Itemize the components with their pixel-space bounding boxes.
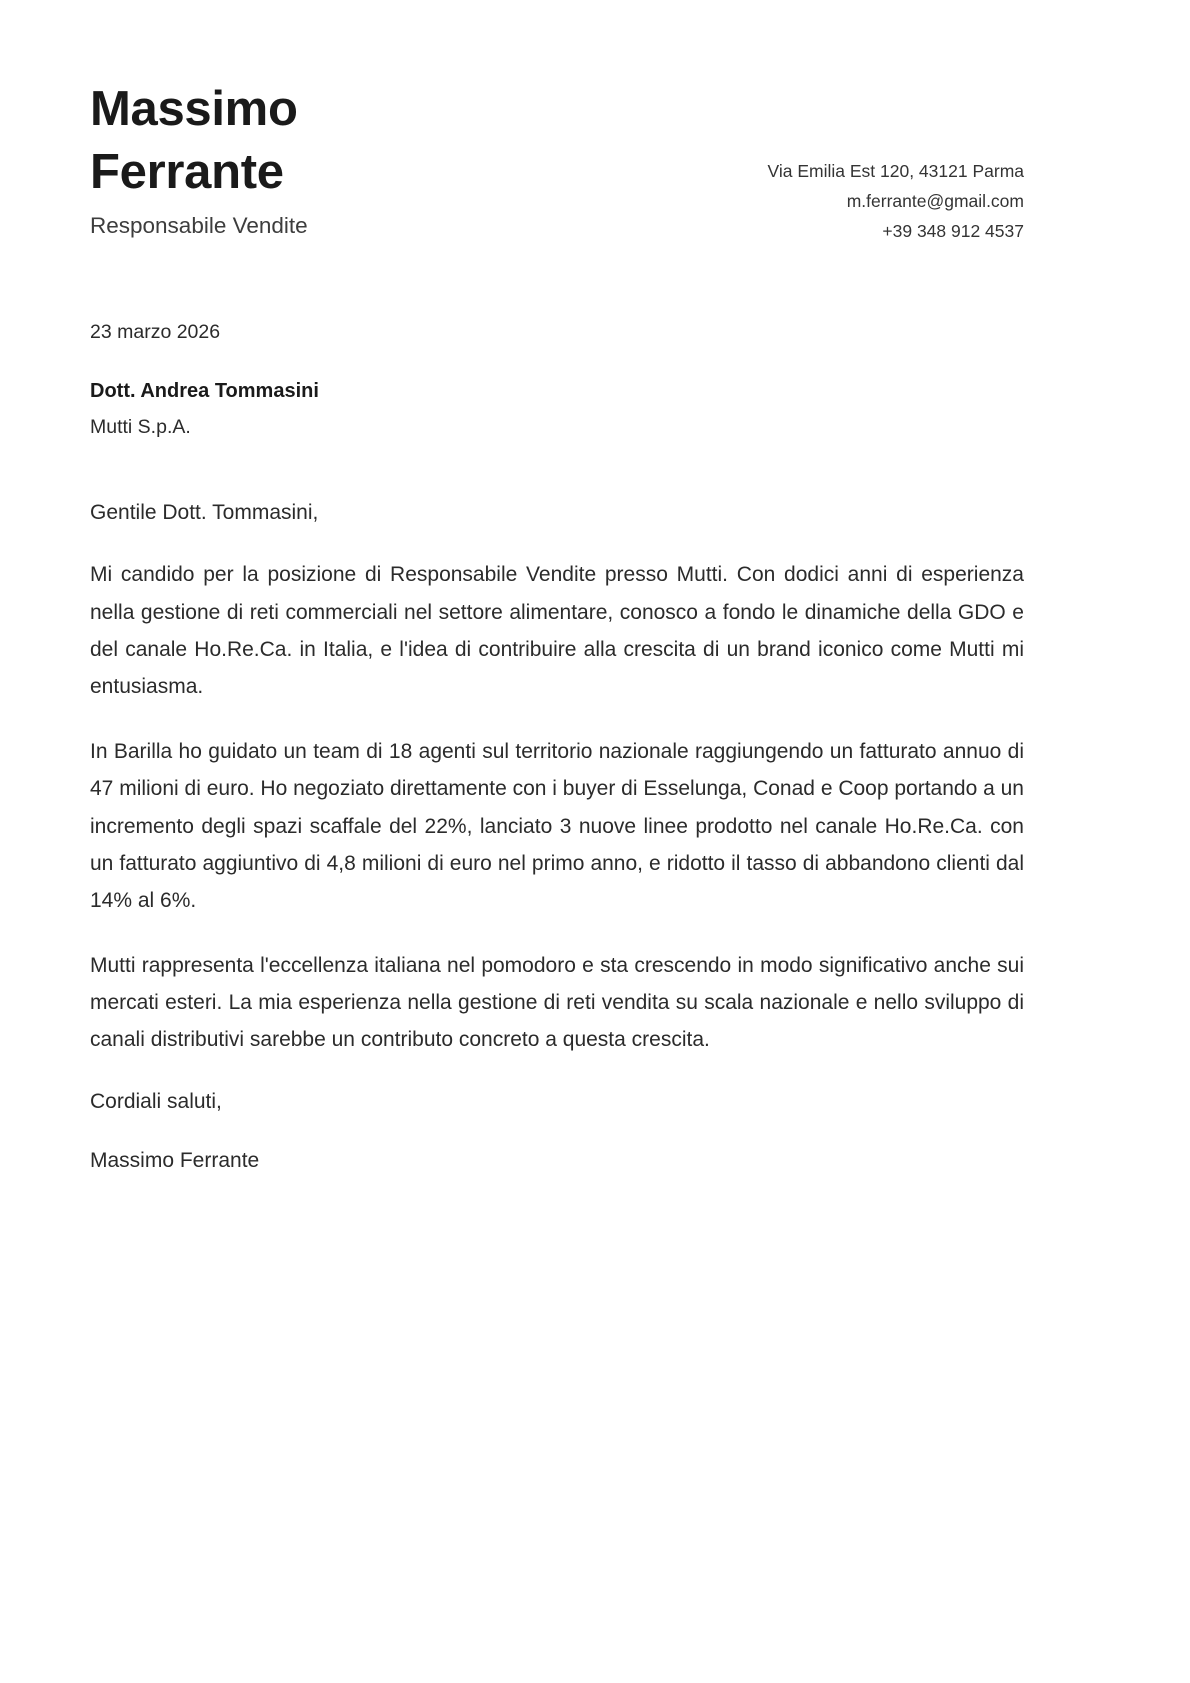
letter-header [90,78,1024,246]
contact-address: Via Emilia Est 120, 43121 Parma [767,161,1024,181]
sender-first-name: Massimo [90,82,298,136]
contact-email: m.ferrante@gmail.com [846,191,1024,212]
contact-block [768,78,1024,246]
recipient-block [90,377,1024,441]
letter-paragraph-2: In Barilla ho guidato un team di 18 agenti sul territorio nazionale raggiungendo un fatturato annuo di 47 milioni di euro. Ho negoziato direttamente con i buyer di Esselunga, Conad e Coop portando a un incremento degli spazi scaffale del 22%, lanciato 3 nuove linee prodotto nel canale Ho.Re.Ca. con un fatturato aggiuntivo di 4,8 milioni di euro nel primo anno, e ridotto il tasso di abbandono clienti dal 14% al 6%. [90,739,1024,913]
letter-body [90,497,1024,1177]
recipient-name: Dott. Andrea Tommasini [90,379,319,402]
letter-date: 23 marzo 2026 [90,321,221,344]
letter-signature: Massimo Ferrante [90,1149,260,1173]
letter-paragraph-3: Mutti rappresenta l'eccellenza italiana nel pomodoro e sta crescendo in modo significativo anche sui mercati esteri. La mia esperienza nella gestione di reti vendita su scala nazionale e nello sviluppo di canali distributivi sarebbe un contributo concreto a questa crescita. [90,953,1024,1052]
letter-salutation: Gentile Dott. Tommasini, [90,500,319,524]
contact-phone: +39 348 912 4537 [882,221,1024,242]
letter-paragraph-1: Mi candido per la posizione di Responsabile Vendite presso Mutti. Con dodici anni di esperienza nella gestione di reti commerciali nel settore alimentare, conosco a fondo le dinamiche della GDO e del canale Ho.Re.Ca. in Italia, e l'idea di contribuire alla crescita di un brand iconico come Mutti mi entusiasma. [90,563,1024,699]
recipient-company: Mutti S.p.A. [90,415,191,438]
letter-meta [90,318,1024,441]
sender-last-name: Ferrante [90,141,284,204]
page-title [90,78,308,203]
letter-closing: Cordiali saluti, [90,1089,222,1113]
sender-job-title: Responsabile Vendite [90,213,308,239]
sender-identity [90,78,308,241]
